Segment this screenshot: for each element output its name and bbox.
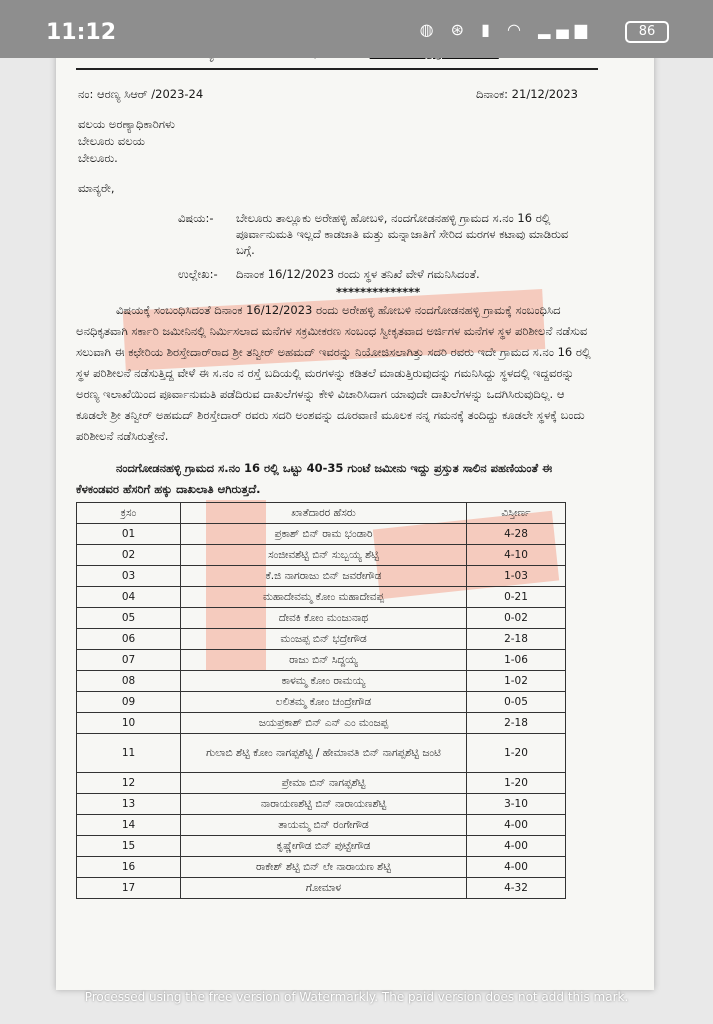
table-row xyxy=(77,629,566,650)
row-area: 4-32 xyxy=(467,878,566,899)
row-holder-name: ತಾಯಮ್ಮ ಬಿನ್ ರಂಗೇಗೌಡ xyxy=(181,815,467,836)
row-serial: 03 xyxy=(77,566,181,587)
salutation: ಮಾನ್ಯರೇ, xyxy=(78,181,115,195)
letter-page xyxy=(56,0,654,990)
row-holder-name: ದೇವಕಿ ಕೋಂ ಮಂಜುನಾಥ xyxy=(181,608,467,629)
row-area: 4-10 xyxy=(467,545,566,566)
row-serial: 14 xyxy=(77,815,181,836)
recipient-line: ಬೇಲೂರು. xyxy=(78,151,118,165)
row-holder-name: ಪ್ರೇಮಾ ಬಿನ್ ನಾಗಪ್ಪಶೆಟ್ಟಿ xyxy=(181,773,467,794)
row-area: 0-21 xyxy=(467,587,566,608)
row-holder-name: ಗುಲಾಬಿ ಶೆಟ್ಟಿ ಕೋಂ ನಾಗಪ್ಪಶೆಟ್ಟಿ / ಹೇಮಾವತಿ ಬಿನ್ ನಾಗಪ್ಪಶೆಟ್ಟಿ ಜಂಟಿ xyxy=(181,734,467,773)
landholder-table xyxy=(76,502,566,899)
table-row xyxy=(77,692,566,713)
row-area: 1-20 xyxy=(467,734,566,773)
row-serial: 13 xyxy=(77,794,181,815)
table-row xyxy=(77,773,566,794)
row-serial: 01 xyxy=(77,524,181,545)
reference-number: ನಂ: ಆರಣ್ಯ ಸಿಆರ್ /2023-24 xyxy=(78,87,204,101)
row-holder-name: ಕಾಳಮ್ಮ ಕೋಂ ರಾಮಯ್ಯ xyxy=(181,671,467,692)
table-row xyxy=(77,545,566,566)
row-area: 4-28 xyxy=(467,524,566,545)
table-header-row xyxy=(77,503,566,524)
row-area: 1-06 xyxy=(467,650,566,671)
row-serial: 15 xyxy=(77,836,181,857)
table-row xyxy=(77,566,566,587)
row-area: 4-00 xyxy=(467,836,566,857)
col-serial-header: ಕ್ರಸಂ xyxy=(77,503,181,524)
row-holder-name: ಪ್ರಕಾಶ್ ಬಿನ್ ರಾಮ ಭಂಡಾರಿ xyxy=(181,524,467,545)
row-holder-name: ಕೃಷ್ಣೇಗೌಡ ಬಿನ್ ಪುಟ್ಟೇಗೌಡ xyxy=(181,836,467,857)
row-serial: 09 xyxy=(77,692,181,713)
status-time: 11:12 xyxy=(46,20,117,45)
body-paragraph-2: ನಂದಗೋಡನಹಳ್ಳಿ ಗ್ರಾಮದ ಸ.ನಂ 16 ರಲ್ಲಿ ಒಟ್ಟು 40-35 ಗುಂಟೆ ಜಮೀನು ಇದ್ದು ಪ್ರಸ್ತುತ ಸಾಲಿನ ಪಹಣಿಯಂತೆ ಈ ಕೆಳಕಂಡವರ ಹೆಸರಿಗೆ ಹಕ್ಕು ದಾಖಲಾತಿ ಆಗಿರುತ್ತದೆ. xyxy=(76,461,553,496)
row-area: 0-05 xyxy=(467,692,566,713)
row-area: 1-20 xyxy=(467,773,566,794)
row-serial: 06 xyxy=(77,629,181,650)
recipient-line: ಬೇಲೂರು ವಲಯ xyxy=(78,134,145,148)
table-row xyxy=(77,878,566,899)
table-row xyxy=(77,857,566,878)
row-area: 1-02 xyxy=(467,671,566,692)
separator-stars: ************** xyxy=(336,285,421,299)
row-area: 0-02 xyxy=(467,608,566,629)
row-serial: 17 xyxy=(77,878,181,899)
table-row xyxy=(77,734,566,773)
row-holder-name: ರಾಜು ಬಿನ್ ಸಿದ್ದಯ್ಯ xyxy=(181,650,467,671)
row-area: 3-10 xyxy=(467,794,566,815)
table-row xyxy=(77,608,566,629)
status-icons: ◍ ⊛ ▮ ◠ ▂▄▆ xyxy=(419,20,593,39)
col-area-header: ವಿಸ್ತೀರ್ಣ xyxy=(467,503,566,524)
subject-label: ವಿಷಯ:- xyxy=(178,211,214,225)
watermark-text: Processed using the free version of Watermarkly. The paid version does not add this mark. xyxy=(84,990,629,1004)
row-holder-name: ಕೆ.ಜಿ ನಾಗರಾಜು ಬಿನ್ ಜವರೇಗೌಡ xyxy=(181,566,467,587)
subject-text: ಬೇಲೂರು ತಾಲ್ಲೂಕು ಅರೇಹಳ್ಳಿ ಹೋಬಳಿ, ನಂದಗೋಡನಹಳ್ಳಿ ಗ್ರಾಮದ ಸ.ನಂ 16 ರಲ್ಲಿ ಪೂರ್ವಾನುಮತಿ ಇಲ್ಲದೆ ಕಾಡಜಾತಿ ಮತ್ತು ಮನ್ನಾಜಾತಿಗೆ ಸೇರಿದ ಮರಗಳ ಕಟಾವು ಮಾಡಿರುವ ಬಗ್ಗೆ. xyxy=(236,211,569,257)
battery-icon: 86 xyxy=(625,21,669,43)
row-serial: 16 xyxy=(77,857,181,878)
row-area: 1-03 xyxy=(467,566,566,587)
row-holder-name: ಗೋಮಾಳ xyxy=(181,878,467,899)
row-holder-name: ಜಯಪ್ರಕಾಶ್ ಬಿನ್ ಎನ್ ಎಂ ಮಂಜಪ್ಪ xyxy=(181,713,467,734)
table-row xyxy=(77,815,566,836)
row-serial: 04 xyxy=(77,587,181,608)
row-holder-name: ಸಂಜೀವಶೆಟ್ಟಿ ಬಿನ್ ಸುಬ್ಬಯ್ಯ ಶೆಟ್ಟಿ xyxy=(181,545,467,566)
row-holder-name: ಮಹಾದೇವಮ್ಮ ಕೋಂ ಮಹಾದೇವಪ್ಪ xyxy=(181,587,467,608)
header-rule xyxy=(76,68,598,70)
row-area: 4-00 xyxy=(467,815,566,836)
table-row xyxy=(77,836,566,857)
table-row xyxy=(77,524,566,545)
row-serial: 02 xyxy=(77,545,181,566)
body-paragraph-1: ವಿಷಯಕ್ಕೆ ಸಂಬಂಧಿಸಿದಂತೆ ದಿನಾಂಕ 16/12/2023 ರಂದು ಅರೇಹಳ್ಳಿ ಹೋಬಳಿ ನಂದಗೋಡನಹಳ್ಳಿ ಗ್ರಾಮಕ್ಕೆ ಸಂಬಂಧಿಸಿದ ಅನಧಿಕೃತವಾಗಿ ಸರ್ಕಾರಿ ಜಮೀನಿನಲ್ಲಿ ನಿರ್ಮಿಸಲಾದ ಮನೆಗಳ ಸಕ್ರಮೀಕರಣ ಸಂಬಂಧ ಸ್ವೀಕೃತವಾದ ಅರ್ಜಿಗಳ ಮನೆಗಳ ಸ್ಥಳ ಪರಿಶೀಲನೆ ನಡೆಸುವ ಸಲುವಾಗಿ ಈ ಕಛೇರಿಯ ಶಿರಸ್ತೇದಾರ್‌ರಾದ ಶ್ರೀ ತನ್ವೀರ್ ಅಹಮದ್ ಇವರನ್ನು ನಿಯೋಜಿಸಲಾಗಿತ್ತು ಸದರಿ ರವರು ಇದೇ ಗ್ರಾಮದ ಸ.ನಂ 16 ರಲ್ಲಿ ಸ್ಥಳ ಪರಿಶೀಲನೆ ನಡೆಸುತ್ತಿದ್ದ ವೇಳೆ ಈ ಸ.ನಂ ನ ರಸ್ತೆ ಬದಿಯಲ್ಲಿ ಮರಗಳನ್ನು ಕಡಿತಲೆ ಮಾಡುತ್ತಿರುವುದನ್ನು ಗಮನಿಸಿದ್ದು ಸ್ಥಳದಲ್ಲಿ ಇದ್ದವರನ್ನು ಅರಣ್ಯ ಇಲಾಖೆಯಿಂದ ಪೂರ್ವಾನುಮತಿ ಪಡೆದಿರುವ ದಾಖಲೆಗಳನ್ನು ಕೇಳಿ ವಿಚಾರಿಸಿದಾಗ ಯಾವುದೇ ದಾಖಲೆಗಳನ್ನು ಒದಗಿಸಿರುವುದಿಲ್ಲ. ಆ ಕೂಡಲೇ ಶ್ರೀ ತನ್ವೀರ್ ಅಹಮದ್ ಶಿರಸ್ತೇದಾರ್ ರವರು ಸದರಿ ಅಂಶವನ್ನು ದೂರವಾಣಿ ಮೂಲಕ ನನ್ನ ಗಮನಕ್ಕೆ ತಂದಿದ್ದು ಕೂಡಲೇ ಸ್ಥಳಕ್ಕೆ ಬಂದು ಪರಿಶೀಲನೆ ನಡೆಸಿರುತ್ತೇನೆ. xyxy=(76,303,591,443)
row-serial: 11 xyxy=(77,734,181,773)
letter-date: ದಿನಾಂಕ: 21/12/2023 xyxy=(476,87,578,101)
row-serial: 10 xyxy=(77,713,181,734)
table-row xyxy=(77,671,566,692)
row-serial: 05 xyxy=(77,608,181,629)
table-row xyxy=(77,794,566,815)
status-bar xyxy=(0,0,713,58)
table-row xyxy=(77,650,566,671)
row-serial: 08 xyxy=(77,671,181,692)
row-holder-name: ರಾಕೇಶ್ ಶೆಟ್ಟಿ ಬಿನ್ ಲೇ ನಾರಾಯಣ ಶೆಟ್ಟಿ xyxy=(181,857,467,878)
row-area: 2-18 xyxy=(467,713,566,734)
reference-text: ದಿನಾಂಕ 16/12/2023 ರಂದು ಸ್ಥಳ ತನಿಖೆ ವೇಳೆ ಗಮನಿಸಿದಂತೆ. xyxy=(236,267,480,281)
row-area: 2-18 xyxy=(467,629,566,650)
reference-label: ಉಲ್ಲೇಖ:- xyxy=(178,267,218,281)
row-area: 4-00 xyxy=(467,857,566,878)
row-serial: 07 xyxy=(77,650,181,671)
row-holder-name: ಲಲಿತಮ್ಮ ಕೋಂ ಚಂದ್ರೇಗೌಡ xyxy=(181,692,467,713)
col-name-header: ಖಾತೆದಾರರ ಹೆಸರು xyxy=(181,503,467,524)
row-holder-name: ಮಂಜಪ್ಪ ಬಿನ್ ಭದ್ರೇಗೌಡ xyxy=(181,629,467,650)
row-serial: 12 xyxy=(77,773,181,794)
table-row xyxy=(77,587,566,608)
row-holder-name: ನಾರಾಯಣಶೆಟ್ಟಿ ಬಿನ್ ನಾರಾಯಣಶೆಟ್ಟಿ xyxy=(181,794,467,815)
recipient-line: ವಲಯ ಅರಣ್ಯಾಧಿಕಾರಿಗಳು xyxy=(78,117,175,131)
table-row xyxy=(77,713,566,734)
